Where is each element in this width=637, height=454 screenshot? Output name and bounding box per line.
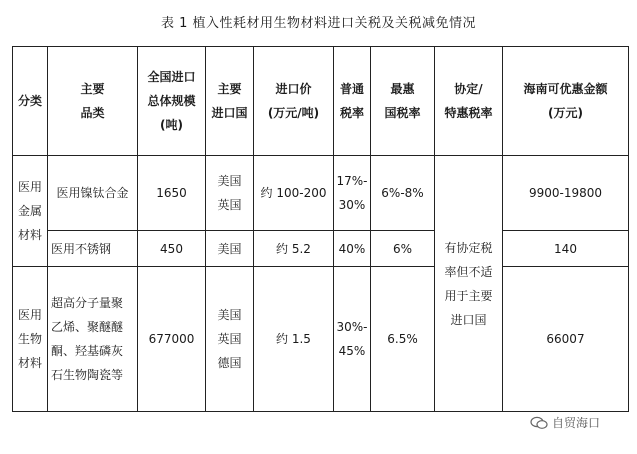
table-row	[13, 231, 629, 267]
cell-hainan-amount: 66007	[503, 267, 629, 412]
cell-countries: 美国	[206, 231, 254, 267]
cell-product: 医用不锈钢	[48, 231, 138, 267]
header-price: 进口价 (万元/吨)	[254, 47, 334, 156]
header-product: 主要 品类	[48, 47, 138, 156]
watermark-text: 自贸海口	[552, 416, 601, 430]
cell-general-rate: 30%- 45%	[334, 267, 371, 412]
cell-scale: 677000	[138, 267, 206, 412]
header-country: 主要 进口国	[206, 47, 254, 156]
cell-countries: 美国 英国	[206, 156, 254, 231]
cell-product: 医用镍钛合金	[48, 156, 138, 231]
watermark	[530, 414, 600, 431]
header-category: 分类	[13, 47, 48, 156]
cell-product: 超高分子量聚 乙烯、聚醚醚 酮、羟基磷灰 石生物陶瓷等	[48, 267, 138, 412]
cell-price: 约 100-200	[254, 156, 334, 231]
header-agreement-rate: 协定/ 特惠税率	[435, 47, 503, 156]
cell-price: 约 1.5	[254, 267, 334, 412]
cell-countries: 美国 英国 德国	[206, 267, 254, 412]
cell-hainan-amount: 140	[503, 231, 629, 267]
group-bio: 医用 生物 材料	[13, 267, 48, 412]
header-scale: 全国进口 总体规模 (吨)	[138, 47, 206, 156]
group-metal: 医用 金属 材料	[13, 156, 48, 267]
cell-mfn-rate: 6%	[371, 231, 435, 267]
cell-hainan-amount: 9900-19800	[503, 156, 629, 231]
chat-bubble-icon	[530, 416, 548, 430]
cell-price: 约 5.2	[254, 231, 334, 267]
cell-scale: 450	[138, 231, 206, 267]
table-row	[13, 267, 629, 412]
cell-general-rate: 40%	[334, 231, 371, 267]
cell-mfn-rate: 6%-8%	[371, 156, 435, 231]
tariff-table	[12, 46, 629, 412]
cell-general-rate: 17%- 30%	[334, 156, 371, 231]
cell-mfn-rate: 6.5%	[371, 267, 435, 412]
header-general-rate: 普通 税率	[334, 47, 371, 156]
cell-agreement-note: 有协定税 率但不适 用于主要 进口国	[435, 156, 503, 412]
cell-scale: 1650	[138, 156, 206, 231]
header-hainan-amount: 海南可优惠金额 (万元)	[503, 47, 629, 156]
header-row	[13, 47, 629, 156]
header-mfn-rate: 最惠 国税率	[371, 47, 435, 156]
table-caption: 表 1 植入性耗材用生物材料进口关税及关税减免情况	[160, 16, 477, 31]
table-row	[13, 156, 629, 231]
